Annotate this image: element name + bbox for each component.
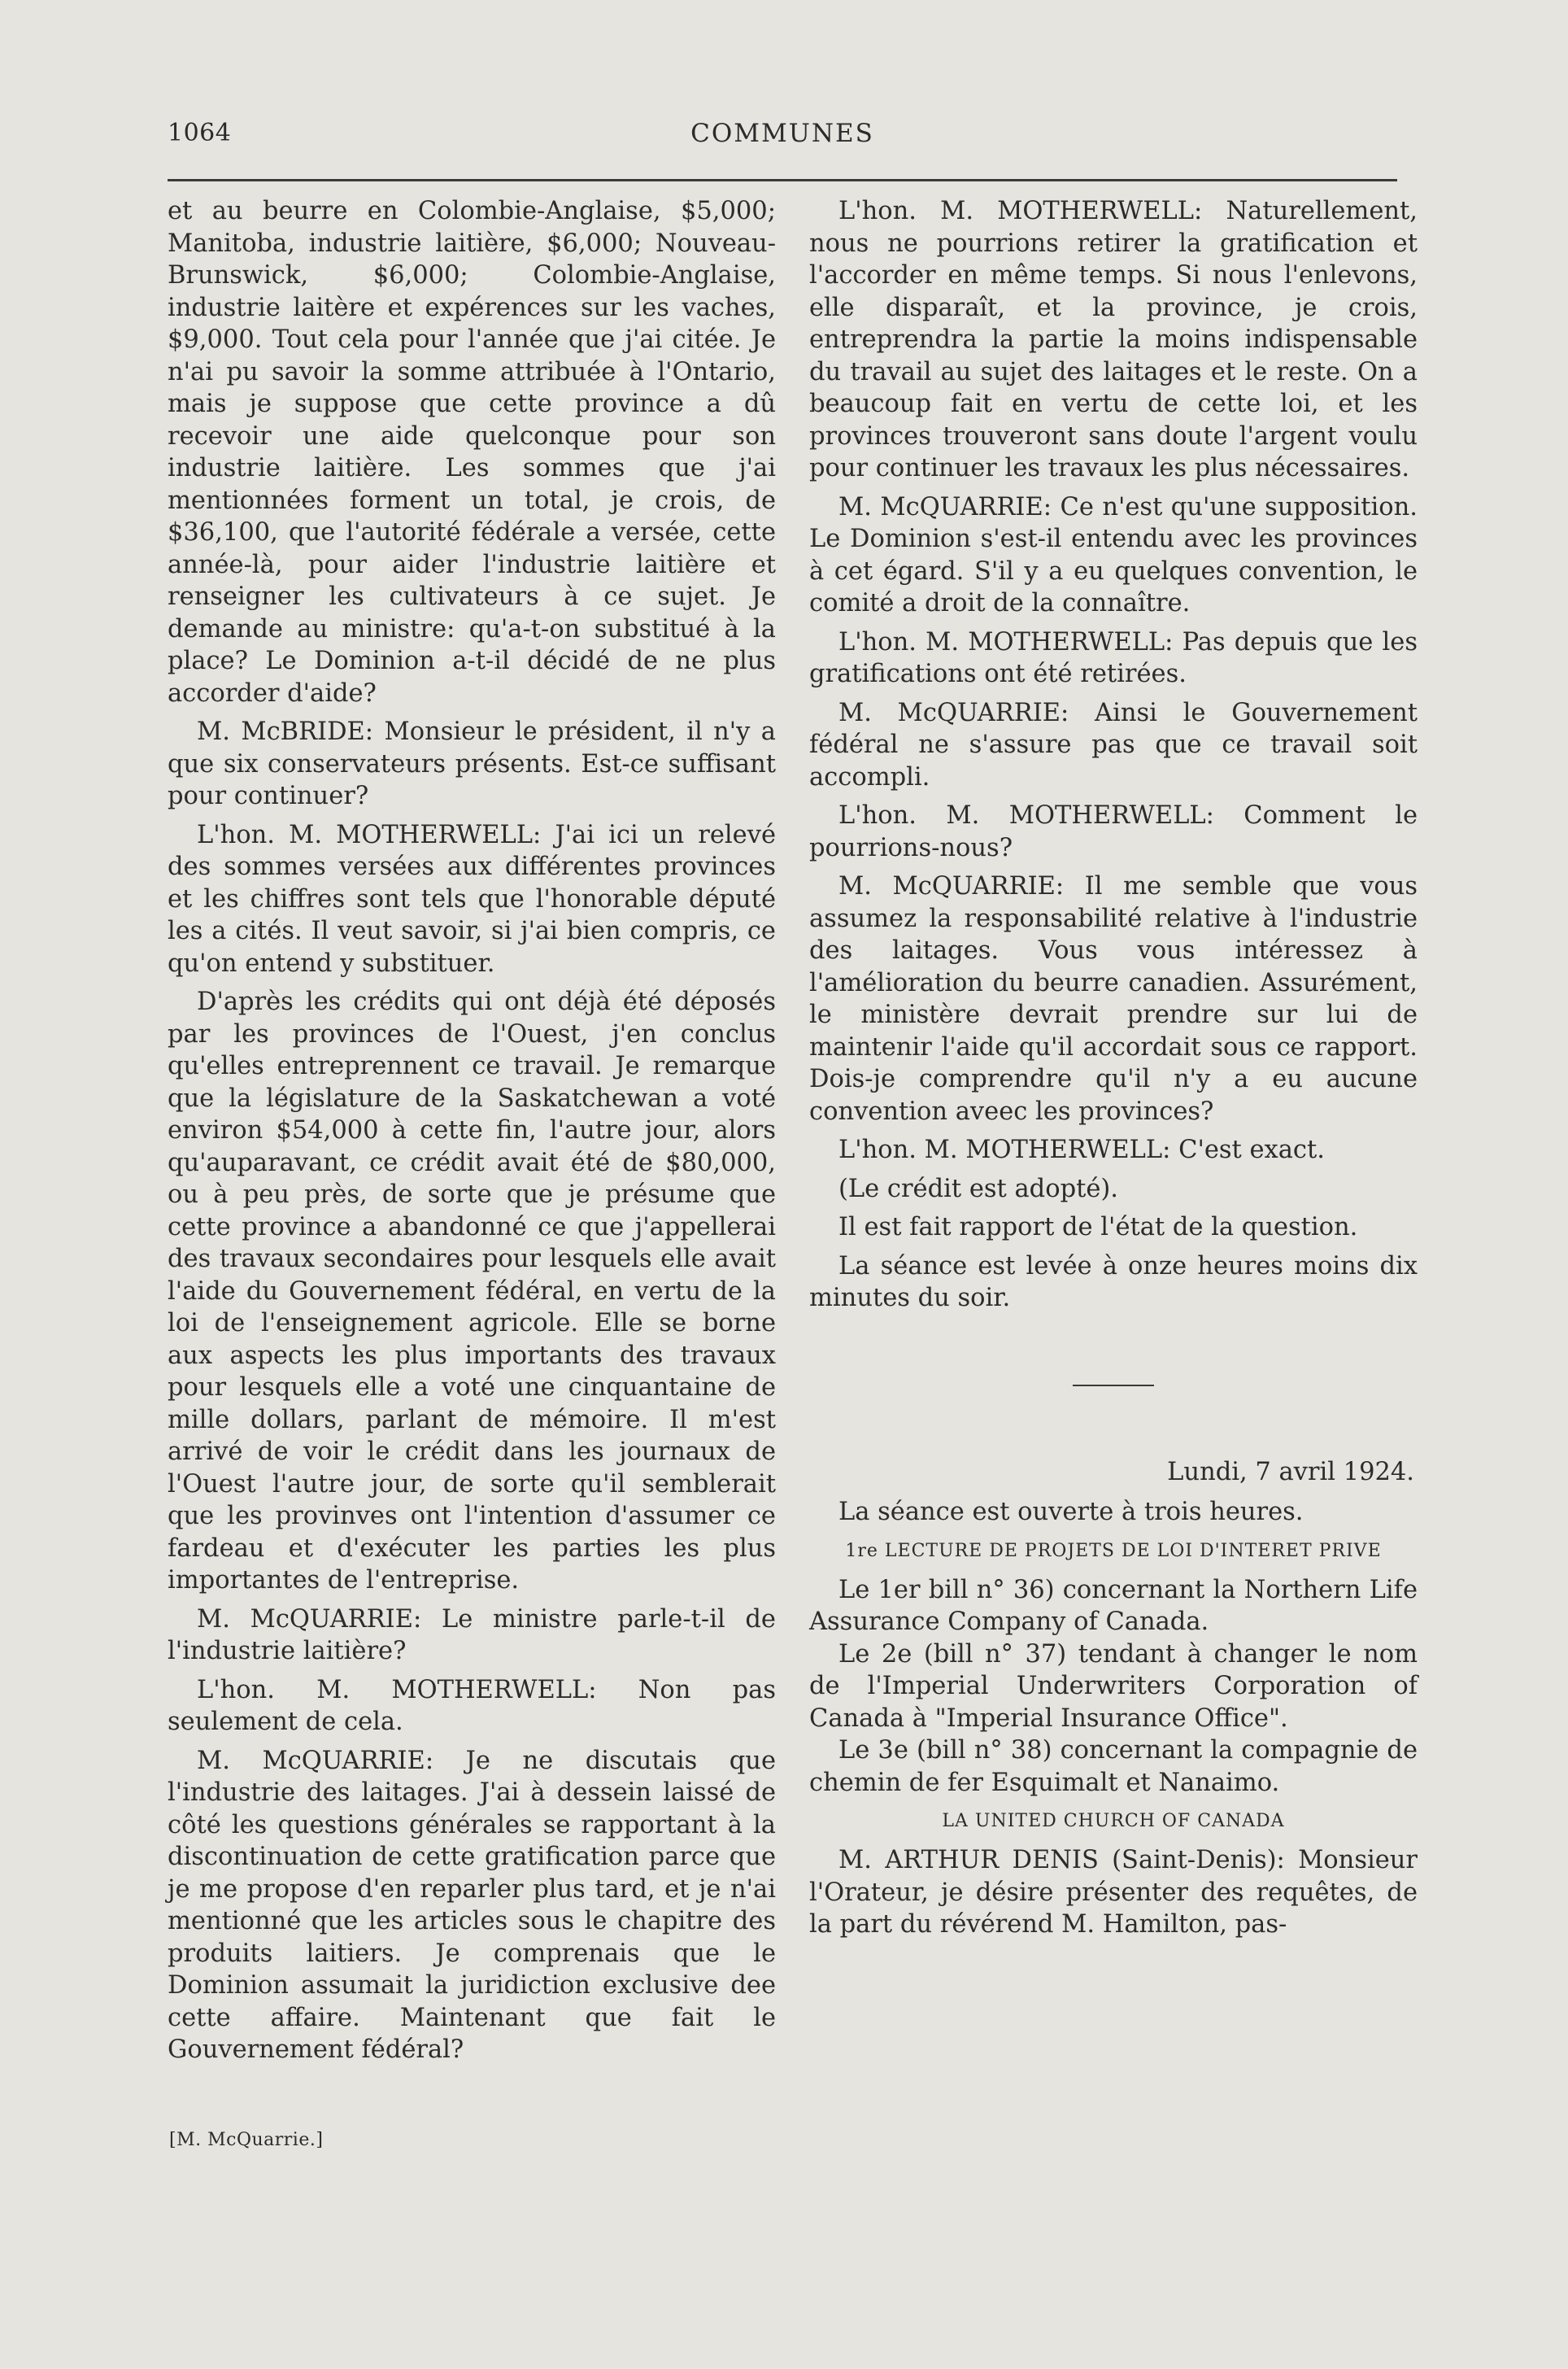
paragraph: L'hon. M. MOTHERWELL: Comment le pourrions-nous?	[809, 801, 1418, 862]
paragraph: M. ARTHUR DENIS (Saint-Denis): Monsieur l'Orateur, je désire présenter des requêtes, de la part du révérend M. Hamilton, pas-	[809, 1846, 1418, 1939]
paragraph: M. McQUARRIE: Je ne discutais que l'industrie des laitages. J'ai à dessein laissé de côté les questions générales se rapportant à la discontinuation de cette gratification parce que je me propose d'en reparler plus tard, et je n'ai mentionné que les articles sous le chapitre des produits laitiers. Je comprenais que le Dominion assumait la juridiction exclusive dee cette affaire. Maintenant que fait le Gouvernement fédéral?	[168, 1746, 776, 2064]
section-divider	[1073, 1385, 1154, 1386]
paragraph: L'hon. M. MOTHERWELL: Non pas seulement de cela.	[168, 1675, 776, 1736]
bill-item: Le 2e (bill n° 37) tendant à changer le nom de l'Imperial Underwriters Corporation of Canada à "Imperial Insurance Office".	[809, 1639, 1418, 1733]
left-column	[168, 195, 776, 2073]
paragraph: Il est fait rapport de l'état de la question.	[838, 1213, 1358, 1241]
paragraph: M. McQUARRIE: Le ministre parle-t-il de l'industrie laitière?	[168, 1604, 776, 1665]
bill-item: Le 3e (bill n° 38) concernant la compagnie de chemin de fer Esquimalt et Nanaimo.	[809, 1736, 1418, 1797]
paragraph: M. McQUARRIE: Ce n'est qu'une supposition. Le Dominion s'est-il entendu avec les provinces à cet égard. S'il y a eu quelques convention, le comité a droit de la connaître.	[809, 492, 1418, 617]
header-rule	[168, 179, 1397, 181]
paragraph: M. McQUARRIE: Il me semble que vous assumez la responsabilité relative à l'industrie des laitages. Vous vous intéressez à l'amélioration du beurre canadien. Assurément, le ministère devrait prendre sur lui de maintenir l'aide qu'il accordait sous ce rapport. Dois-je comprendre qu'il n'y a eu aucune convention aveec les provinces?	[809, 872, 1418, 1126]
right-column	[809, 195, 1418, 1948]
sitting-date: Lundi, 7 avril 1924.	[1167, 1457, 1414, 1486]
private-bills-heading: 1re LECTURE DE PROJETS DE LOI D'INTERET PRIVE	[845, 1540, 1382, 1561]
paragraph: (Le crédit est adopté).	[838, 1174, 1118, 1203]
sitting-opening: La séance est ouverte à trois heures.	[838, 1498, 1304, 1526]
page-header	[168, 112, 1397, 158]
bill-item: Le 1er bill n° 36) concernant la Northern Life Assurance Company of Canada.	[809, 1575, 1418, 1636]
paragraph: La séance est levée à onze heures moins dix minutes du soir.	[809, 1251, 1418, 1312]
speaker-footnote: [M. McQuarrie.]	[169, 2130, 324, 2150]
paragraph: D'après les crédits qui ont déjà été déposés par les provinces de l'Ouest, j'en conclus qu'elles entreprennent ce travail. Je remarque que la législature de la Saskatchewan a voté environ $54,000 à cette fin, l'autre jour, alors qu'auparavant, ce crédit avait été de $80,000, ou à peu près, de sorte que je présume que cette province a abandonné ce que j'appellerai des travaux secondaires pour lesquels elle avait l'aide du Gouvernement fédéral, en vertu de la loi de l'enseignement agricole. Elle se borne aux aspects les plus importants des travaux pour lesquels elle a voté une cinquantaine de mille dollars, parlant de mémoire. Il m'est arrivé de voir le crédit dans les journaux de l'Ouest l'autre jour, de sorte qu'il semblerait que les provinves ont l'intention d'assumer ce fardeau et d'exécuter les parties les plus importantes de l'entreprise.	[168, 988, 776, 1595]
paragraph: M. McQUARRIE: Ainsi le Gouvernement fédéral ne s'assure pas que ce travail soit accompli.	[809, 698, 1418, 792]
paragraph: L'hon. M. MOTHERWELL: Pas depuis que les gratifications ont été retirées.	[809, 627, 1418, 688]
paragraph: L'hon. M. MOTHERWELL: C'est exact.	[838, 1136, 1325, 1164]
page-number: 1064	[168, 119, 232, 147]
paragraph: et au beurre en Colombie-Anglaise, $5,000; Manitoba, industrie laitière, $6,000; Nouveau-Brunswick, $6,000; Colombie-Anglaise, industrie laitère et expérences sur les vaches, $9,000. Tout cela pour l'année que j'ai citée. Je n'ai pu savoir la somme attribuée à l'Ontario, mais je suppose que cette province a dû recevoir une aide quelconque pour son industrie laitière. Les sommes que j'ai mentionnées forment un total, je crois, de $36,100, que l'autorité fédérale a versée, cette année-là, pour aider l'industrie laitière et renseigner les cultivateurs à ce sujet. Je demande au ministre: qu'a-t-on substitué à la place? Le Dominion a-t-il décidé de ne plus accorder d'aide?	[168, 197, 776, 708]
running-title: COMMUNES	[690, 119, 874, 148]
paragraph: M. McBRIDE: Monsieur le président, il n'y a que six conservateurs présents. Est-ce suffisant pour continuer?	[168, 718, 776, 810]
paragraph: L'hon. M. MOTHERWELL: Naturellement, nous ne pourrions retirer la gratification et l'accorder en même temps. Si nous l'enlevons, elle disparaît, et la province, je crois, entreprendra la partie la moins indispensable du travail au sujet des laitages et le reste. On a beaucoup fait en vertu de cette loi, et les provinces trouveront sans doute l'argent voulu pour continuer les travaux les plus nécessaires.	[809, 197, 1418, 482]
church-heading: LA UNITED CHURCH OF CANADA	[942, 1811, 1285, 1831]
paragraph: L'hon. M. MOTHERWELL: J'ai ici un relevé des sommes versées aux différentes provinces et les chiffres sont tels que l'honorable député les a cités. Il veut savoir, si j'ai bien compris, ce qu'on entend y substituer.	[168, 820, 776, 978]
